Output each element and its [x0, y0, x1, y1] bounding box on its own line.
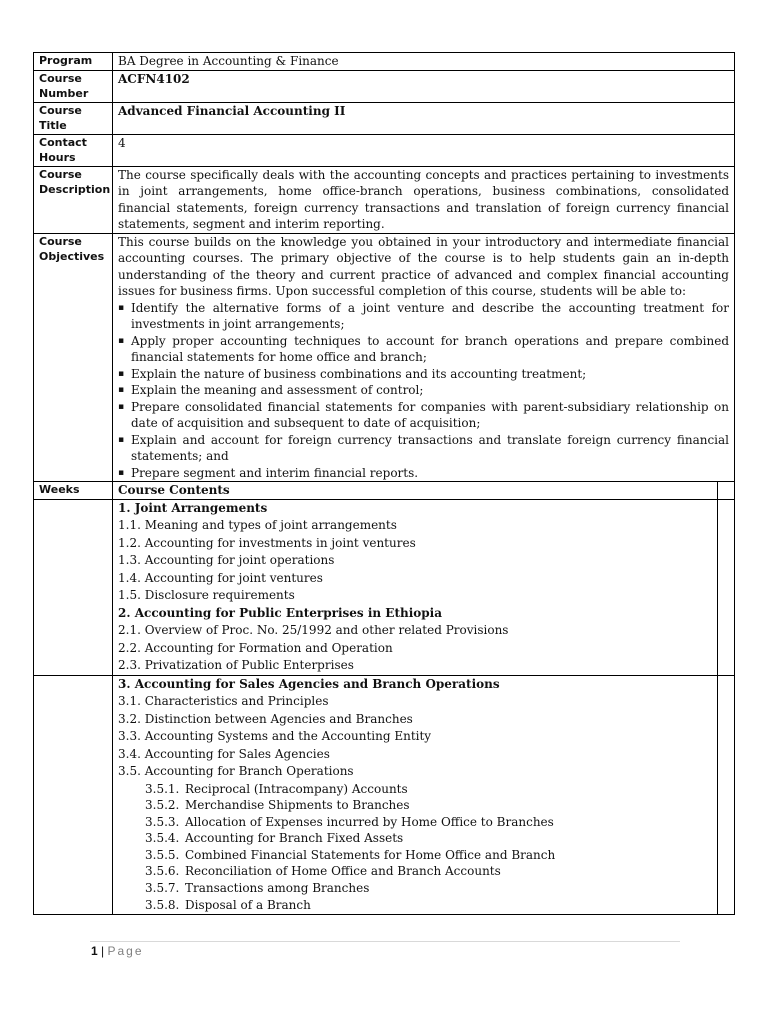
subtopic-number: 3.5.1.	[145, 781, 180, 796]
course-description-label: Course Description	[34, 166, 113, 233]
subtopic-number: 3.5.8.	[145, 897, 180, 912]
page-number: 1	[91, 944, 98, 958]
weeks-cell-1	[34, 499, 113, 675]
course-description-row	[34, 166, 735, 233]
contents-block-2-inner	[113, 676, 734, 915]
right-column-cell	[718, 676, 735, 915]
subtopic-number: 3.5.3.	[145, 814, 180, 829]
section-heading: 1. Joint Arrangements	[118, 500, 268, 515]
subtopic-item	[118, 781, 712, 798]
subtopic-number: 3.5.2.	[145, 798, 180, 813]
subtopic-text: Allocation of Expenses incurred by Home Office to Branches	[185, 814, 554, 829]
course-syllabus-table	[33, 52, 735, 915]
footer-rule	[90, 941, 680, 942]
topic-item: 3.4. Accounting for Sales Agencies	[118, 746, 330, 761]
program-label: Program	[34, 53, 113, 71]
objectives-intro: This course builds on the knowledge you obtained in your introductory and intermediate financial accounting courses. The primary objective of the course is to help students gain an in-depth understanding of the theory and current practice of advanced and complex financial accounting issues for business firms. Upon successful completion of this course, students will be able to:	[118, 234, 729, 298]
contents-block-1-inner	[113, 500, 734, 675]
bullet-icon: ▪	[118, 302, 125, 313]
course-title-row	[34, 102, 735, 134]
contents-block-2-row	[34, 675, 735, 915]
topic-item: 1.4. Accounting for joint ventures	[118, 570, 323, 585]
contact-hours-value: 4	[113, 134, 735, 166]
bullet-icon: ▪	[118, 467, 125, 478]
subtopic-number: 3.5.7.	[145, 881, 180, 896]
course-number-value: ACFN4102	[113, 70, 735, 102]
course-objectives-cell	[113, 233, 735, 482]
topic-item: 1.3. Accounting for joint operations	[118, 553, 335, 567]
subtopic-number: 3.5.4.	[145, 831, 180, 846]
right-column-cell	[718, 482, 735, 499]
section-heading: 3. Accounting for Sales Agencies and Branch Operations	[118, 676, 500, 691]
topic-item: 3.3. Accounting Systems and the Accounting Entity	[118, 729, 432, 743]
subtopic-item	[118, 814, 712, 831]
objective-text: Explain the nature of business combinations and its accounting treatment;	[131, 366, 587, 381]
bullet-icon: ▪	[118, 401, 125, 412]
objective-text: Apply proper accounting techniques to account for branch operations and prepare combined financial statements for home office and branch;	[131, 333, 729, 364]
subtopic-item	[118, 880, 712, 897]
subtopic-text: Combined Financial Statements for Home Office and Branch	[185, 847, 556, 862]
objective-item	[118, 432, 729, 465]
contents-header-row	[34, 482, 735, 500]
subtopic-number: 3.5.6.	[145, 864, 180, 879]
topic-item: 1.1. Meaning and types of joint arrangements	[118, 518, 397, 532]
contents-block-2-cell	[113, 675, 735, 915]
subtopic-number: 3.5.5.	[145, 847, 180, 862]
contents-block-1-cell	[113, 499, 735, 675]
objective-text: Explain the meaning and assessment of control;	[131, 383, 424, 397]
topic-item: 3.5. Accounting for Branch Operations	[118, 764, 354, 778]
topic-item: 1.5. Disclosure requirements	[118, 588, 295, 602]
contents-header-cell	[113, 482, 735, 500]
course-objectives-row	[34, 233, 735, 482]
objective-item	[118, 300, 729, 333]
weeks-label: Weeks	[34, 482, 113, 500]
course-description-value: The course specifically deals with the accounting concepts and practices pertaining to investments in joint arrangements, home office-branch operations, business combinations, consolidated financial statements, foreign currency transactions and translation of foreign currency financial statements, segment and interim reporting.	[113, 166, 735, 233]
contact-hours-label: Contact Hours	[34, 134, 113, 166]
contents-block-2-sublines	[118, 781, 712, 914]
contents-block-2-lines	[118, 676, 712, 781]
objective-text: Explain and account for foreign currency transactions and translate foreign currency financial statements; and	[131, 432, 729, 463]
subtopic-text: Reconciliation of Home Office and Branch Accounts	[185, 864, 501, 879]
course-number-label: Course Number	[34, 70, 113, 102]
topic-item: 3.2. Distinction between Agencies and Branches	[118, 711, 413, 726]
contact-hours-row	[34, 134, 735, 166]
subtopic-item	[118, 847, 712, 864]
objective-item	[118, 399, 729, 432]
course-objectives-label: Course Objectives	[34, 233, 113, 482]
course-title-value: Advanced Financial Accounting II	[113, 102, 735, 134]
program-value: BA Degree in Accounting & Finance	[113, 53, 735, 71]
topic-item: 2.1. Overview of Proc. No. 25/1992 and other related Provisions	[118, 623, 509, 637]
objective-text: Prepare consolidated financial statements for companies with parent-subsidiary relationship on date of acquisition and subsequent to date of acquisition;	[131, 399, 729, 430]
topic-item: 1.2. Accounting for investments in joint ventures	[118, 535, 416, 550]
bullet-icon: ▪	[118, 385, 125, 395]
topic-item: 2.2. Accounting for Formation and Operation	[118, 640, 393, 655]
objective-item	[118, 382, 729, 399]
objectives-list	[118, 300, 729, 482]
objective-item	[118, 465, 729, 482]
subtopic-item	[118, 897, 712, 914]
right-column-cell	[718, 500, 735, 675]
subtopic-text: Reciprocal (Intracompany) Accounts	[185, 781, 408, 796]
topic-item: 3.1. Characteristics and Principles	[118, 694, 329, 708]
objective-text: Identify the alternative forms of a joint venture and describe the accounting treatment for investments in joint arrangements;	[131, 300, 729, 331]
topic-item: 2.3. Privatization of Public Enterprises	[118, 658, 354, 672]
course-title-label: Course Title	[34, 102, 113, 134]
subtopic-item	[118, 863, 712, 880]
contents-header-inner	[113, 482, 734, 499]
bullet-icon: ▪	[118, 434, 125, 445]
page-word: Page	[107, 944, 144, 958]
course-contents-header: Course Contents	[118, 483, 230, 497]
subtopic-text: Transactions among Branches	[185, 881, 370, 896]
contents-block-2	[113, 676, 718, 915]
contents-block-1-row	[34, 499, 735, 675]
subtopic-text: Accounting for Branch Fixed Assets	[185, 831, 404, 846]
course-number-row	[34, 70, 735, 102]
contents-block-1	[113, 500, 718, 675]
subtopic-text: Disposal of a Branch	[185, 897, 311, 912]
section-heading: 2. Accounting for Public Enterprises in Ethiopia	[118, 605, 443, 620]
bullet-icon: ▪	[118, 335, 125, 346]
subtopic-text: Merchandise Shipments to Branches	[185, 798, 410, 813]
footer-separator: |	[101, 944, 105, 958]
objective-item	[118, 366, 729, 383]
subtopic-item	[118, 830, 712, 847]
bullet-icon: ▪	[118, 368, 125, 379]
objective-item	[118, 333, 729, 366]
subtopic-item	[118, 797, 712, 814]
objective-text: Prepare segment and interim financial reports.	[131, 465, 419, 480]
page-footer	[91, 944, 144, 958]
weeks-cell-2	[34, 675, 113, 915]
program-row	[34, 53, 735, 71]
